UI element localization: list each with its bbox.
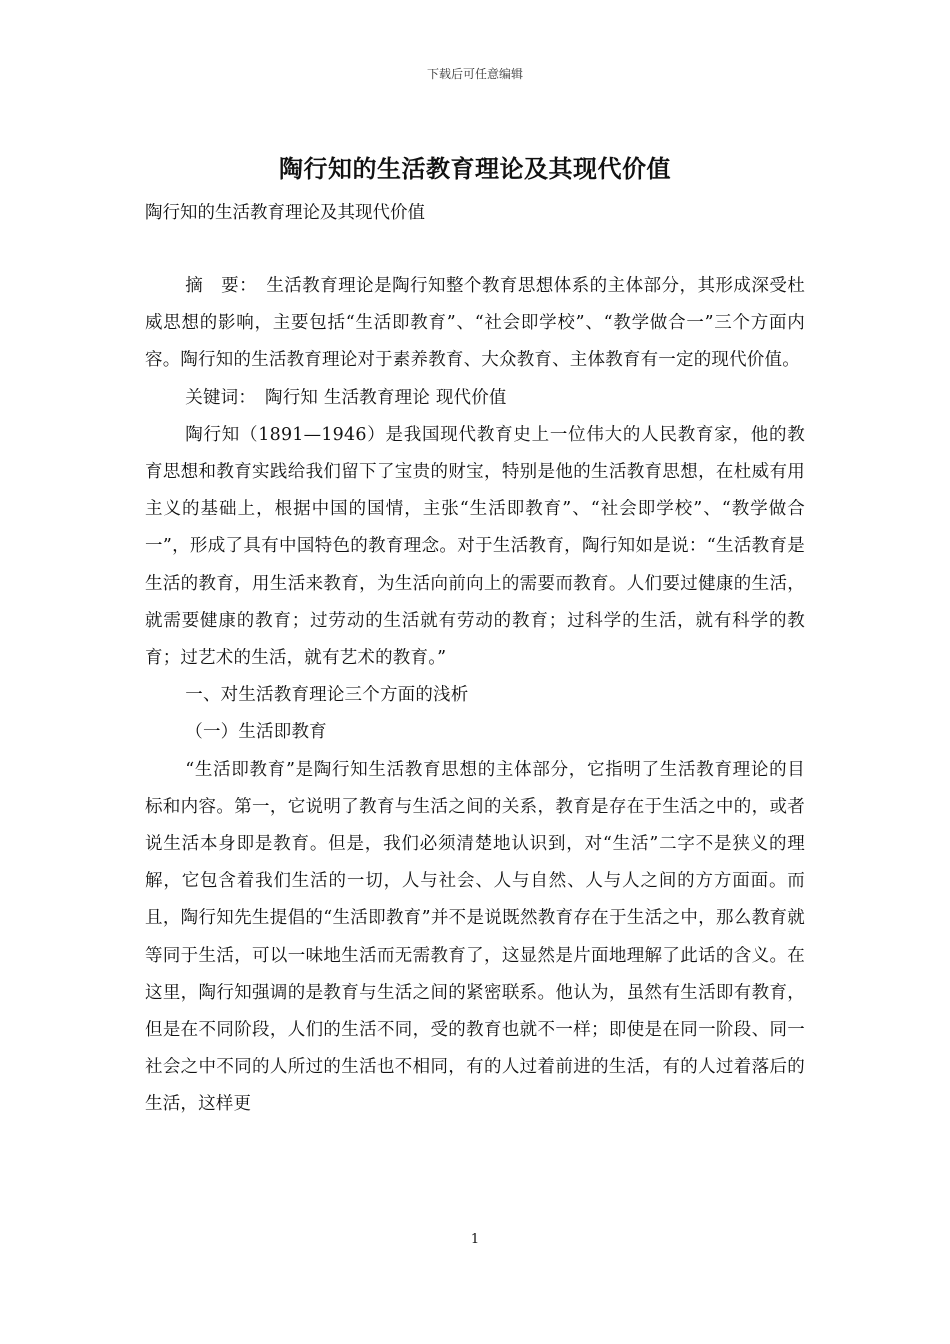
page-header: 下载后可任意编辑 bbox=[426, 67, 523, 81]
subsection-heading: （一）生活即教育 bbox=[185, 722, 327, 743]
document-title: 陶行知的生活教育理论及其现代价值 bbox=[279, 154, 671, 183]
document-subtitle: 陶行知的生活教育理论及其现代价值 bbox=[145, 203, 425, 223]
abstract-paragraph: 摘 要： 生活教育理论是陶行知整个教育思想体系的主体部分，其形成深受杜威思想的影响，主要包括“生活即教育”、“社会即学校”、“教学做合一”三个方面内容。陶行知的生活教育理论对于素养教育、大众教育、主体教育有一定的现代价值。 bbox=[145, 276, 805, 371]
document-body bbox=[145, 268, 805, 1124]
intro-paragraph: 陶行知（1891—1946）是我国现代教育史上一位伟大的人民教育家，他的教育思想和教育实践给我们留下了宝贵的财宝，特别是他的生活教育思想，在杜威有用主义的基础上，根据中国的国情，主张“生活即教育”、“社会即学校”、“教学做合一”，形成了具有中国特色的教育理念。对于生活教育，陶行知如是说：“生活教育是生活的教育，用生活来教育，为生活向前向上的需要而教育。人们要过健康的生活，就需要健康的教育；过劳动的生活就有劳动的教育；过科学的生活，就有科学的教育；过艺术的生活，就有艺术的教育。” bbox=[145, 424, 805, 669]
section-heading: 一、对生活教育理论三个方面的浅析 bbox=[185, 685, 469, 706]
page-number: 1 bbox=[470, 1232, 480, 1247]
body-paragraph: “生活即教育”是陶行知生活教育思想的主体部分，它指明了生活教育理论的目标和内容。第一，它说明了教育与生活之间的关系，教育是存在于生活之中的，或者说生活本身即是教育。但是，我们必须清楚地认识到，对“生活”二字不是狭义的理解，它包含着我们生活的一切，人与社会、人与自然、人与人之间的方方面面。而且，陶行知先生提倡的“生活即教育”并不是说既然教育存在于生活之中，那么教育就等同于生活，可以一味地生活而无需教育了，这显然是片面地理解了此话的含义。在这里，陶行知强调的是教育与生活之间的紧密联系。他认为，虽然有生活即有教育，但是在不同阶段，人们的生活不同，受的教育也就不一样；即使是在同一阶段、同一社会之中不同的人所过的生活也不相同，有的人过着前进的生活，有的人过着落后的生活，这样更 bbox=[145, 759, 805, 1115]
keywords-paragraph: 关键词： 陶行知 生活教育理论 现代价值 bbox=[185, 387, 507, 408]
